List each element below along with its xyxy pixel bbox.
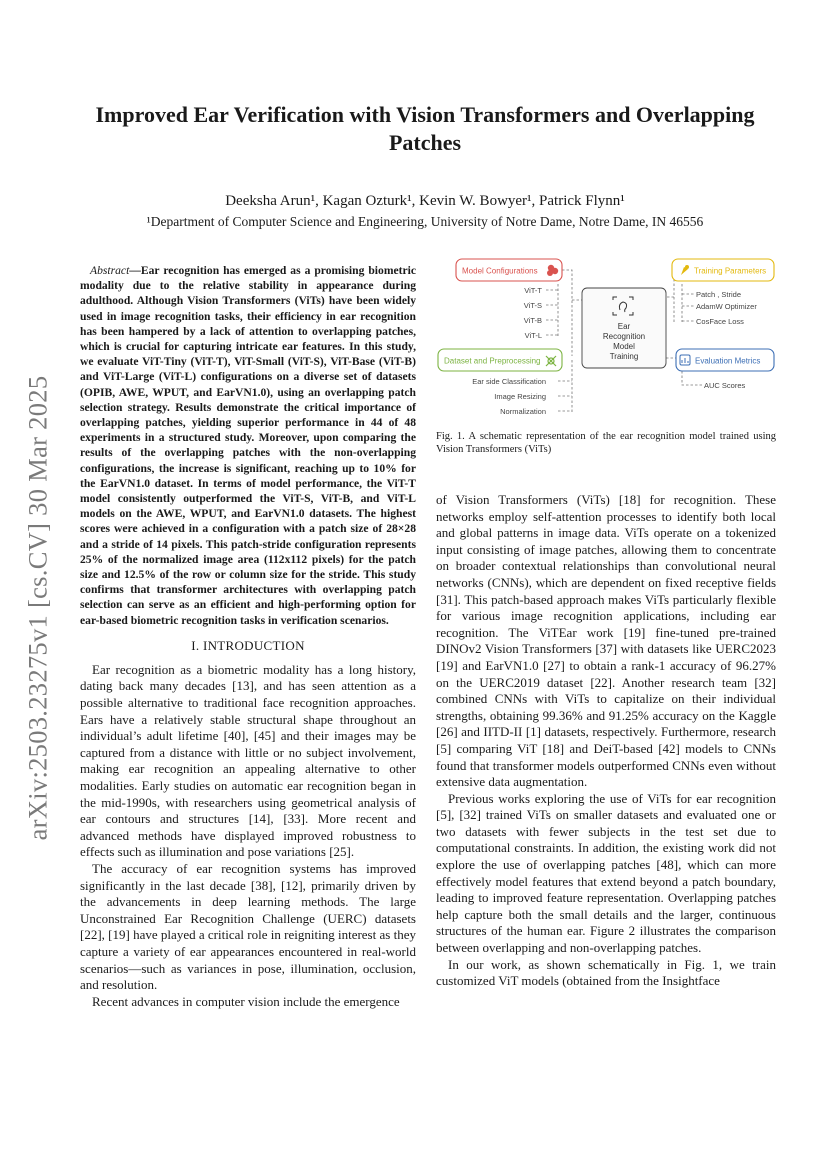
paragraph: In our work, as shown schematically in Fig. 1, we train customized ViT models (obtained from the Insightface [436,956,776,989]
figure-1-schematic [436,254,776,426]
normalization-label: Normalization [500,407,546,416]
image-resizing-label: Image Resizing [494,392,546,401]
training-params-label: Training Parameters [694,266,767,276]
figure-caption: Fig. 1. A schematic representation of the ear recognition model trained using Vision Transformers (ViTs) [436,431,776,455]
dataset-label: Dataset and Preprocessing [444,356,541,366]
center-label-4: Training [609,352,639,361]
ear-side-label: Ear side Classification [472,377,546,386]
vit-b-label: ViT-B [523,316,542,325]
center-label-1: Ear [617,322,631,331]
arxiv-stamp [14,358,62,858]
section-heading-introduction: I. INTRODUCTION [191,637,305,653]
paper-title: Improved Ear Verification with Vision Transformers and Overlapping Patches [95,102,755,155]
abstract [80,263,416,628]
right-column [436,492,776,990]
vit-s-label: ViT-S [523,301,542,310]
patch-stride-label: Patch , Stride [696,290,742,299]
left-column [80,263,416,1010]
auc-scores-label: AUC Scores [704,381,746,390]
paragraph: Previous works exploring the use of ViTs for ear recognition [5], [32] trained ViTs on smaller datasets and evaluated one or two datasets with fewer subjects in the test set due to computational constraints. In addition, the existing work did not explore the use of overlapping patches [48], which can more effectively model features that extend beyond a patch boundary, leading to improved feature representation. Overlapping patches help capture both the small details and the larger, continuous structures of the human ear. Figure 2 illustrates the comparison between overlapping and non-overlapping patches. [436,790,776,956]
paragraph: The accuracy of ear recognition systems has improved significantly in the last decade [38], [12], primarily driven by the advancements in deep learning methods. The large Unconstrained Ear Recognition Challenge (UERC) datasets [22], [19] have played a critical role in reigniting interest as they capture a variety of ear appearances encountered in real-world scenarios—such as variances in pose, illumination, occlusion, and resolution. [80,861,416,993]
eval-metrics-label: Evaluation Metrics [695,356,761,366]
paragraph: Ear recognition as a biometric modality has a long history, dating back many decades [13], and has seen attention as a possible alternative to traditional face recognition approaches. Ears have a relatively stable structural shape throughout an individual’s adult lifetime [40], [45] and their images may be captured from a distance with little or no subject involvement, making ear recognition an appealing alternative to other modalities. Early studies on automatic ear recognition began in the mid-1990s, with researchers using geometrical analysis of ear contours and structures [14], [33]. More recent and advanced methods have displayed improved robustness to effects such as illumination and pose variations [25]. [80,661,416,860]
abstract-body: —Ear recognition has emerged as a promising biometric modality due to the relative stability in appearance during adulthood. Although Vision Transformers (ViTs) have been widely used in image recognition tasks, their efficiency in ear recognition has been hampered by a lack of attention to overlapping patches, which is crucial for capturing intricate ear features. In this study, we evaluate ViT-Tiny (ViT-T), ViT-Small (ViT-S), ViT-Base (ViT-B) and ViT-Large (ViT-L) configurations on a diverse set of datasets (OPIB, AWE, WPUT, and EarVN1.0), using an overlapping patch selection strategy. Results demonstrate the critical importance of overlapping patches, yielding superior performance in 44 of 48 experiments in a structured study. Moreover, upon comparing the results of the overlapping patches with the non-overlapping configurations, the increase is significant, reaching up to 10% for the EarVN1.0 dataset. In terms of model performance, the ViT-T model consistently outperformed the ViT-S, ViT-B, and ViT-L models on the AWE, WPUT, and EarVN1.0 datasets. The highest scores were achieved in a configuration with a patch size of 28×28 and a stride of 14 pixels. This patch-stride configuration represents 25% of the normalized image area (112x112 pixels) for the patch size and 12.5% of the row or column size for the stride. This study confirms that transformer architectures with overlapping patch selection can serve as an efficient and high-performing option for ear-based biometric recognition tasks in verification scenarios. [80,264,416,627]
center-label-3: Model [613,342,635,351]
model-config-label: Model Configurations [462,266,538,276]
vit-l-label: ViT-L [524,331,542,340]
affiliation: ¹Department of Computer Science and Engineering, University of Notre Dame, Notre Dame, IN 46556 [146,214,704,229]
author-list: Deeksha Arun¹, Kagan Ozturk¹, Kevin W. Bowyer¹, Patrick Flynn¹ [225,193,625,209]
paragraph: of Vision Transformers (ViTs) [18] for recognition. These networks employ self-attention processes to identify both local and global patterns in image data. ViTs operate on a tokenized input consisting of image patches, allowing them to concentrate on broader contextual relationships than convolutional neural networks (CNNs), which are dependent on fixed receptive fields [31]. This patch-based approach makes ViTs particularly flexible for various image recognition applications, including ear recognition. The ViTEar work [19] fine-tuned pre-trained DINOv2 Vision Transformers [37] with datasets like UERC2023 [19] and EarVN1.0 [27] to obtain a rank-1 accuracy of 96.27% on the UERC2019 dataset [22]. Another research team [32] combined CNNs with ViTs to capitalize on their individual strengths, obtaining 99.36% and 91.25% accuracy on the Kaggle [26] and IITD-II [1] datasets, respectively. Furthermore, research [5] comparing ViT [18] and DeiT-based [42] models to CNNs found that transformer models outperformed CNNs even without extensive data augmentation. [436,492,776,790]
paragraph: Recent advances in computer vision include the emergence [92,993,400,1009]
center-label-2: Recognition [602,332,646,341]
adamw-label: AdamW Optimizer [696,302,757,311]
abstract-lead: Abstract [90,264,130,277]
arxiv-stamp-text: arXiv:2503.23275v1 [cs.CV] 30 Mar 2025 [22,375,53,841]
vit-t-label: ViT-T [524,286,542,295]
dataset-icon [546,356,556,366]
cosface-label: CosFace Loss [696,317,744,326]
